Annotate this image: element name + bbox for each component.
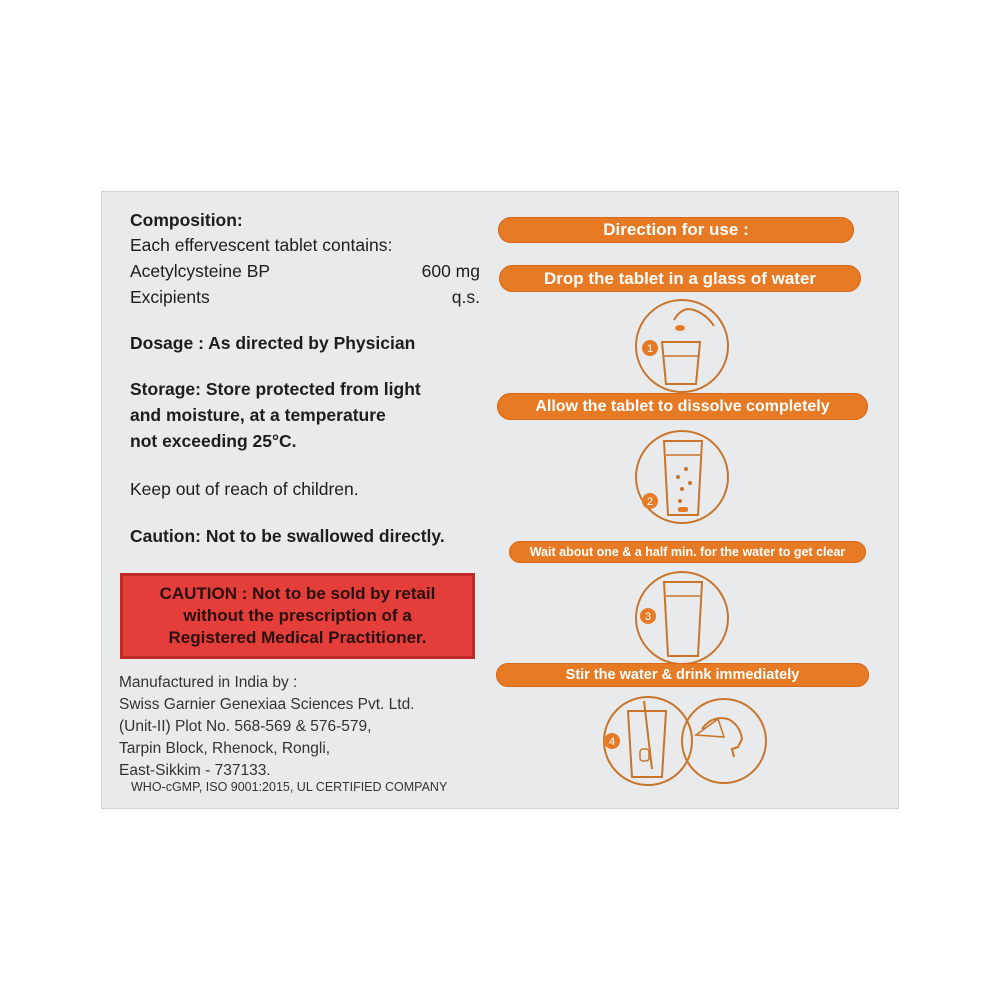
step-2-banner: Allow the tablet to dissolve completely (497, 393, 868, 420)
composition-intro: Each effervescent tablet contains: (130, 235, 393, 255)
step-1-number: 1 (646, 343, 654, 355)
label-panel (101, 191, 899, 809)
composition-item-value: q.s. (451, 287, 480, 307)
dosage-text: Dosage : As directed by Physician (130, 333, 416, 353)
glass-drop-tablet-icon (634, 296, 734, 396)
caution-box (120, 573, 475, 659)
caution-note: Caution: Not to be swallowed directly. (130, 526, 445, 546)
stir-drink-icon (600, 689, 770, 789)
caution-box-line: without the prescription of a (183, 606, 412, 625)
step-4-banner: Stir the water & drink immediately (496, 663, 869, 687)
manufacturer-line: Manufactured in India by : (119, 674, 298, 691)
caution-box-line: Registered Medical Practitioner. (168, 628, 427, 647)
glass-dissolve-icon (634, 427, 734, 527)
composition-heading: Composition: (130, 210, 243, 230)
storage-line: Storage: Store protected from light (130, 379, 421, 399)
manufacturer-line: (Unit-II) Plot No. 568-569 & 576-579, (119, 718, 372, 735)
glass-clear-icon (634, 568, 734, 668)
composition-item-value: 600 mg (421, 261, 480, 281)
keep-out-text: Keep out of reach of children. (130, 479, 359, 499)
direction-title: Direction for use : (498, 217, 854, 243)
manufacturer-line: Swiss Garnier Genexiaa Sciences Pvt. Ltd. (119, 696, 415, 713)
composition-item-name: Acetylcysteine BP (130, 261, 271, 281)
step-1-banner: Drop the tablet in a glass of water (499, 265, 861, 292)
storage-line: and moisture, at a temperature (130, 405, 386, 425)
certification-text: WHO-cGMP, ISO 9001:2015, UL CERTIFIED COMPANY (131, 780, 448, 794)
step-4-number: 4 (608, 736, 616, 748)
caution-box-line: CAUTION : Not to be sold by retail (159, 584, 436, 603)
step-3-number: 3 (644, 611, 652, 623)
composition-item-name: Excipients (130, 287, 210, 307)
manufacturer-line: East-Sikkim - 737133. (119, 762, 271, 779)
step-3-banner: Wait about one & a half min. for the water to get clear (509, 541, 866, 563)
step-2-number: 2 (646, 496, 654, 508)
manufacturer-line: Tarpin Block, Rhenock, Rongli, (119, 740, 331, 757)
storage-line: not exceeding 25°C. (130, 431, 297, 451)
